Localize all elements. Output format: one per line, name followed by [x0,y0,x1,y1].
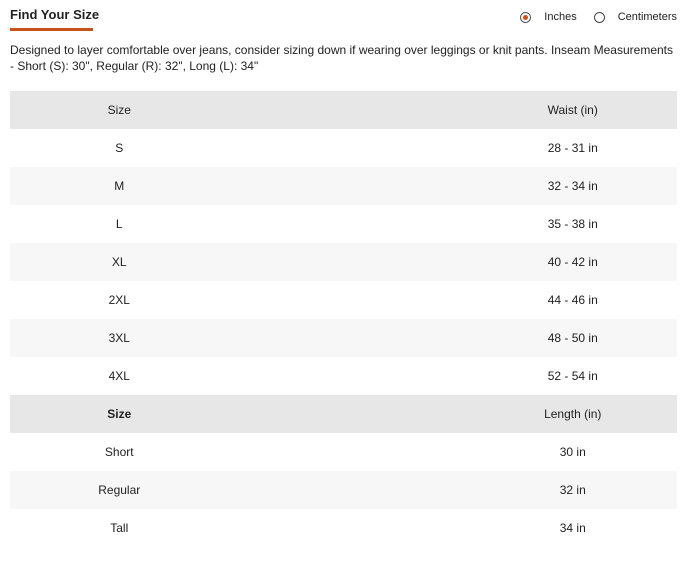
size-cell: Regular [98,483,141,497]
unit-option-inches[interactable] [520,11,576,23]
table-row [10,319,677,357]
page-title: Find Your Size [10,7,100,22]
waist-cell: 44 - 46 in [547,293,598,307]
length-cell: 34 in [559,521,586,535]
waist-table-header [10,91,677,129]
header-length: Length (in) [544,407,602,421]
radio-inches-icon[interactable] [520,12,531,23]
radio-centimeters-icon[interactable] [594,12,605,23]
table-row [10,357,677,395]
size-table [10,91,677,547]
waist-cell: 28 - 31 in [547,141,598,155]
table-row [10,129,677,167]
waist-cell: 40 - 42 in [547,255,598,269]
table-row [10,167,677,205]
size-cell: 2XL [108,293,130,307]
size-description: Designed to layer comfortable over jeans, consider sizing down if wearing over leggings or knit pants. Inseam Measurements - Short (S): 30", Regular (R): 32", Long (L): 34" [10,43,673,73]
size-cell: 4XL [108,369,130,383]
waist-cell: 35 - 38 in [547,217,598,231]
table-row [10,205,677,243]
length-table-header [10,395,677,433]
waist-cell: 52 - 54 in [547,369,598,383]
size-cell: L [115,217,123,231]
size-cell: S [115,141,124,155]
size-cell: M [114,179,125,193]
table-row [10,471,677,509]
size-cell: 3XL [108,331,130,345]
table-row [10,243,677,281]
waist-cell: 32 - 34 in [547,179,598,193]
waist-cell: 48 - 50 in [547,331,598,345]
size-cell: Short [104,445,134,459]
title-underline [10,28,93,31]
table-row [10,433,677,471]
unit-label-centimeters: Centimeters [617,11,677,23]
unit-option-centimeters[interactable] [594,11,677,23]
unit-toggle [520,11,677,23]
size-guide-header [10,0,677,34]
size-cell: XL [111,255,127,269]
table-row [10,509,677,547]
header-waist: Waist (in) [547,103,598,117]
unit-label-inches: Inches [544,11,577,23]
header-size: Size [107,103,131,117]
length-cell: 32 in [559,483,586,497]
length-cell: 30 in [559,445,586,459]
header-size: Size [107,407,132,421]
table-row [10,281,677,319]
size-cell: Tall [110,521,129,535]
